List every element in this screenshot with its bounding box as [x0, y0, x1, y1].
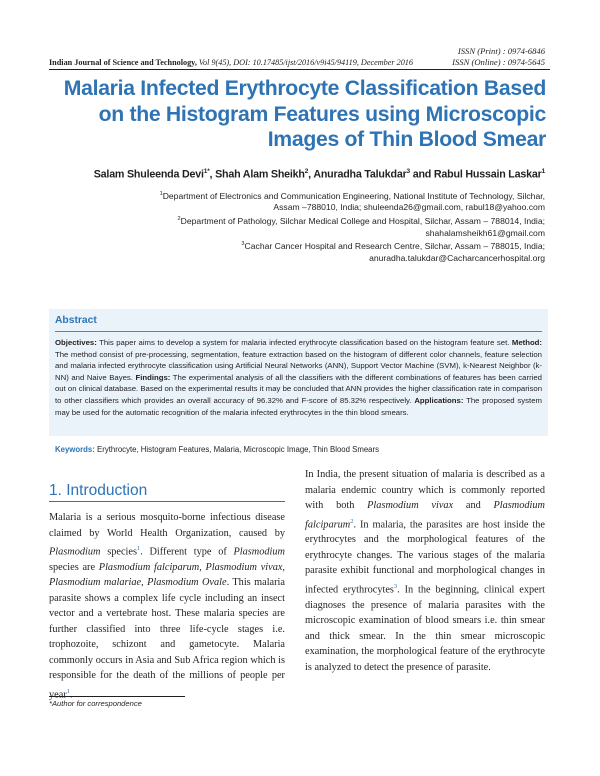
keywords: [55, 445, 379, 454]
affiliation-number: 3: [241, 241, 245, 248]
author-name: Anuradha Talukdar: [313, 168, 407, 181]
abstract-box: [49, 308, 548, 436]
section-title-introduction: 1. Introduction: [49, 482, 148, 499]
citation-ref[interactable]: 2: [350, 517, 354, 525]
method-text: The method consist of pre-processing, segmentation, feature extraction based on the histogram of different color channels, feature selection and malaria infected erythrocyte classification using Artificial Neural Networks (ANN), Support Vector Machine (SVM), k-Nearest Neighbor (k-NN) and Naive Bayes.: [55, 349, 542, 382]
footnote: *Author for correspondence: [49, 699, 142, 708]
section-rule: [49, 501, 285, 502]
issn-print: ISSN (Print) : 0974-6846: [457, 46, 545, 56]
body-text: . This malaria parasite shows a complex life cycle including an insect vector and a vertebrate host. These malaria species are further classified into three life-cycle stages i.e. trophozoite, schizont and gametocyte. Malaria commonly occurs in Asia and Sub Africa region which is responsible for the death of the millions of people per year: [49, 577, 285, 701]
abstract-heading: Abstract: [55, 315, 97, 326]
affiliation-line: shahalamsheikh61@gmail.com: [425, 227, 545, 238]
citation-ref[interactable]: 1: [136, 545, 141, 552]
italic-term: Plasmodium falciparum, Plasmodium vivax, Plasmodium malariae, Plasmodium Ovale: [49, 561, 286, 589]
italic-term: Plasmodium: [233, 546, 285, 558]
author-name: Salam Shuleenda Devi: [93, 168, 204, 181]
keywords-label: Keywords:: [55, 445, 95, 454]
method-label: Method:: [511, 338, 542, 347]
keywords-text: Erythrocyte, Histogram Features, Malaria, Microscopic Image, Thin Blood Smears: [94, 445, 379, 454]
italic-term: Plasmodium: [49, 546, 101, 558]
affiliation-line: Assam –788010, India; shuleenda26@gmail.com, rabul18@yahoo.com: [273, 202, 545, 213]
author-name: Rabul Hussain Laskar: [433, 168, 542, 181]
author-sep: ,: [308, 168, 314, 181]
author-sup: 1*: [203, 168, 210, 175]
author-sep: and: [409, 168, 434, 181]
body-text: In India, the present situation of malaria is described as a malaria endemic country which is commonly reported with both: [305, 469, 545, 511]
intro-left-column: [49, 510, 285, 703]
affiliation-text: Department of Electronics and Communication Engineering, National Institute of Technology, Silchar,: [162, 190, 545, 201]
author-list: [94, 168, 545, 181]
affiliation-line: anuradha.talukdar@Cacharcancerhospital.org: [369, 252, 545, 263]
body-text: . In the beginning, clinical expert diagnoses the presence of malaria parasites with the microscopic examination of blood smears i.e. thin smear and thick smear. In the thin smear microscopic examination, the morphological feature of the erythrocyte is analyzed to detect the presence of parasite.: [305, 584, 546, 673]
objectives-text: This paper aims to develop a system for malaria infected erythrocyte classification based on the histogram feature set.: [96, 338, 512, 347]
citation-ref[interactable]: 3: [393, 582, 398, 590]
affiliation-line: [105, 214, 545, 227]
author-name: Shah Alam Sheikh: [215, 168, 305, 181]
journal-info: [49, 58, 413, 67]
affiliation-line: [105, 239, 545, 252]
applications-text: The proposed system may be used for the automatic recognition of the malaria infected erythrocytes in the thin blood smears.: [55, 395, 542, 417]
objectives-label: Objectives:: [55, 338, 97, 347]
issn-online: ISSN (Online) : 0974-5645: [452, 57, 545, 67]
journal-name: Indian Journal of Science and Technology,: [49, 58, 197, 67]
body-text: . In malaria, the parasites are host inside the erythrocytes and the morphological features of the erythrocyte changes. The various stages of the malaria parasite exhibit functional and morphological changes in infected erythrocytes: [305, 518, 545, 596]
affiliation-number: 1: [159, 191, 163, 197]
issn-block: [452, 46, 545, 68]
affiliations: [105, 189, 545, 264]
journal-details: Vol 9(45), DOI: 10.17485/ijst/2016/v9i45/94119, December 2016: [198, 58, 413, 67]
findings-label: Findings:: [135, 372, 171, 382]
findings-text: The experimental analysis of all the classifiers with the different combinations of features has been carried out on clinical database. Based on the experimental results it may be concluded that ANN provides the higher classification rate in comparison to other classifiers which provides an overall accuracy of 96.32% and F-score of 85.32% respectively.: [55, 372, 542, 405]
body-text: and: [453, 500, 494, 511]
footnote-rule: [49, 696, 185, 697]
paper-title: Malaria Infected Erythrocyte Classification Based on the Histogram Features using Microscopic Images of Thin Blood Smear: [63, 77, 546, 151]
italic-term: Plasmodium falciparum: [305, 500, 545, 530]
author-sup: 3: [406, 168, 410, 175]
body-text: species are: [49, 561, 99, 573]
body-text: . Different type of: [140, 546, 234, 558]
body-text: Malaria is a serious mosquito-borne infectious disease claimed by World Health Organization, caused by: [49, 512, 285, 539]
abstract-rule: [55, 331, 542, 332]
author-sep: ,: [209, 168, 216, 181]
body-text: species: [100, 546, 137, 558]
abstract-text: [55, 337, 542, 418]
italic-term: Plasmodium vivax: [367, 500, 454, 511]
affiliation-text: Department of Pathology, Silchar Medical College and Hospital, Silchar, Assam – 788014, India;: [180, 215, 545, 226]
affiliation-text: Cachar Cancer Hospital and Research Centre, Silchar, Assam – 788015, India;: [244, 240, 545, 251]
applications-label: Applications:: [414, 395, 464, 405]
citation-ref[interactable]: 1: [66, 687, 70, 695]
body-text: .: [69, 689, 73, 701]
affiliation-line: [105, 189, 545, 202]
author-sup: 2: [304, 168, 309, 175]
affiliation-number: 2: [177, 216, 181, 223]
intro-right-column: [305, 467, 545, 675]
author-sup: 1: [541, 168, 545, 175]
header-rule: [49, 69, 550, 70]
